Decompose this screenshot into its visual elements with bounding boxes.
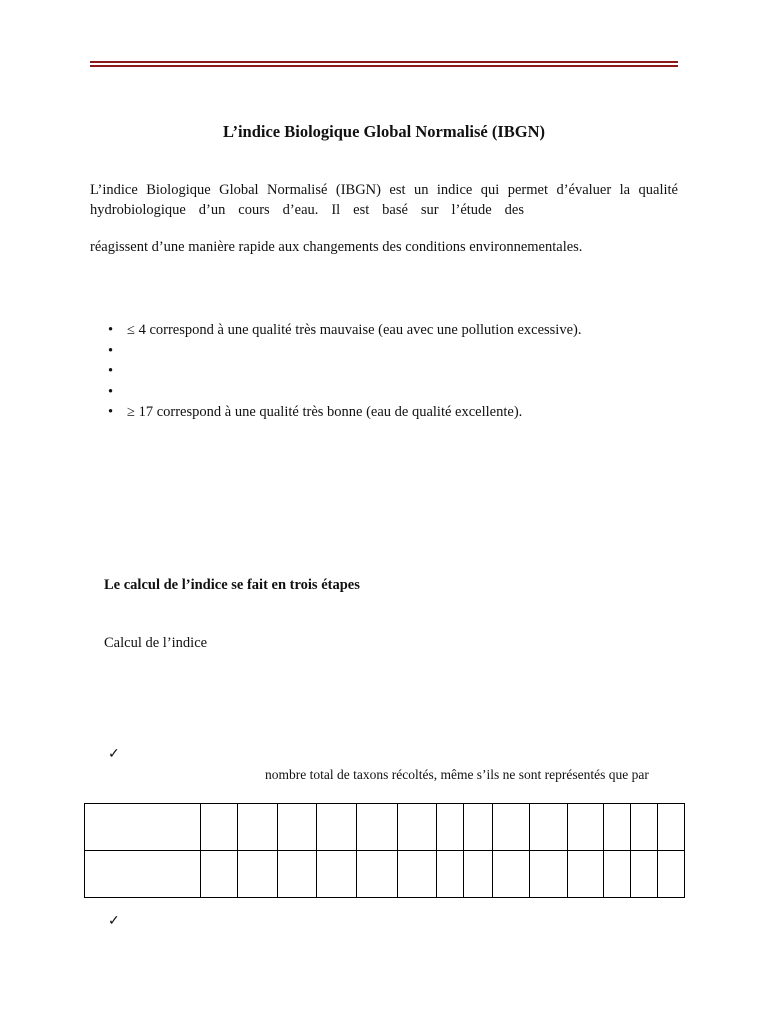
calc-label: Calcul de l’indice: [104, 635, 208, 651]
bullet-text: ≥ 17 correspond à une qualité très bonne (eau de qualité excellente).: [127, 404, 523, 420]
header-rule-top: [90, 61, 678, 63]
table-cell: [238, 804, 278, 851]
table-row: [85, 851, 685, 898]
bullet-icon: •: [108, 383, 114, 400]
table-cell: [238, 851, 278, 898]
bullet-item: [108, 341, 581, 362]
checkmark-icon: ✓: [108, 914, 120, 929]
bullet-icon: •: [108, 404, 114, 420]
header-rule-bottom: [90, 65, 678, 67]
table-cell: [658, 804, 685, 851]
intro-line-3: réagissent d’une manière rapide aux changements des conditions environnementales.: [90, 239, 583, 255]
table-cell: [568, 804, 604, 851]
table-cell: [85, 804, 201, 851]
table-cell: [357, 851, 398, 898]
table-cell: [278, 851, 317, 898]
table-cell: [317, 851, 357, 898]
bullet-item: [108, 361, 581, 382]
table-cell: [568, 851, 604, 898]
taxa-count-text: nombre total de taxons récoltés, même s’ils ne sont représentés que par: [265, 767, 649, 782]
table-cell: [398, 804, 437, 851]
table-cell: [464, 851, 493, 898]
bullet-item: [108, 320, 581, 341]
table-cell: [85, 851, 201, 898]
table-cell: [357, 804, 398, 851]
taxa-table: [84, 803, 685, 898]
table-cell: [604, 804, 631, 851]
table-cell: [631, 851, 658, 898]
table-row: [85, 804, 685, 851]
quality-bullet-list: [108, 320, 581, 423]
table-cell: [631, 804, 658, 851]
checkmark-icon: ✓: [108, 747, 120, 762]
table-cell: [201, 851, 238, 898]
table-cell: [530, 804, 568, 851]
bullet-icon: •: [108, 363, 114, 379]
bullet-item: [108, 382, 581, 403]
document-title: L’indice Biologique Global Normalisé (IBGN): [222, 122, 546, 141]
intro-line-1: L’indice Biologique Global Normalisé (IBGN) est un indice qui permet d’évaluer la qualité: [90, 182, 678, 198]
section-heading: Le calcul de l’indice se fait en trois étapes: [104, 577, 360, 593]
table-cell: [604, 851, 631, 898]
bullet-item: [108, 402, 581, 423]
table-cell: [437, 804, 464, 851]
table-cell: [398, 851, 437, 898]
bullet-icon: •: [108, 342, 114, 359]
table-cell: [464, 804, 493, 851]
intro-line-2: hydrobiologique d’un cours d’eau. Il est basé sur l’étude des: [90, 202, 524, 218]
table-cell: [493, 804, 530, 851]
bullet-icon: •: [108, 322, 114, 338]
table-cell: [201, 804, 238, 851]
bullet-text: ≤ 4 correspond à une qualité très mauvaise (eau avec une pollution excessive).: [127, 322, 582, 338]
table-cell: [530, 851, 568, 898]
table-cell: [278, 804, 317, 851]
table-cell: [493, 851, 530, 898]
table-cell: [437, 851, 464, 898]
table-cell: [658, 851, 685, 898]
table-cell: [317, 804, 357, 851]
